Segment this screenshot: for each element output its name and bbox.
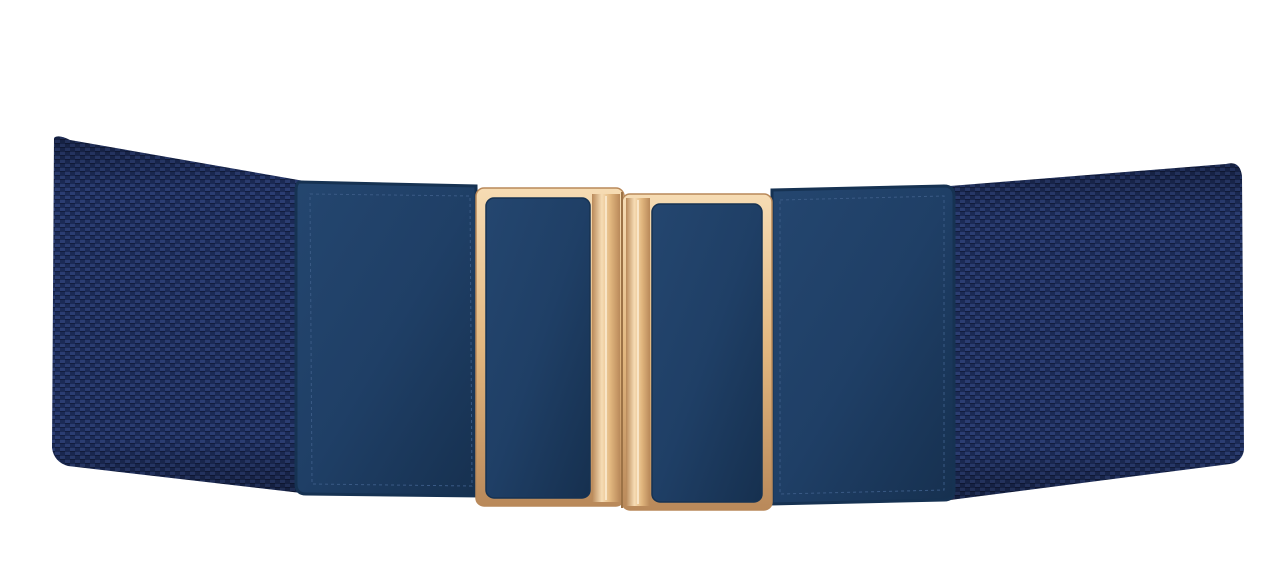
buckle-left-half [476,188,624,506]
buckle-right-half [622,194,772,510]
leather-tab-right [772,186,954,504]
leather-tab-left [296,182,480,496]
buckle-icon [476,188,772,510]
